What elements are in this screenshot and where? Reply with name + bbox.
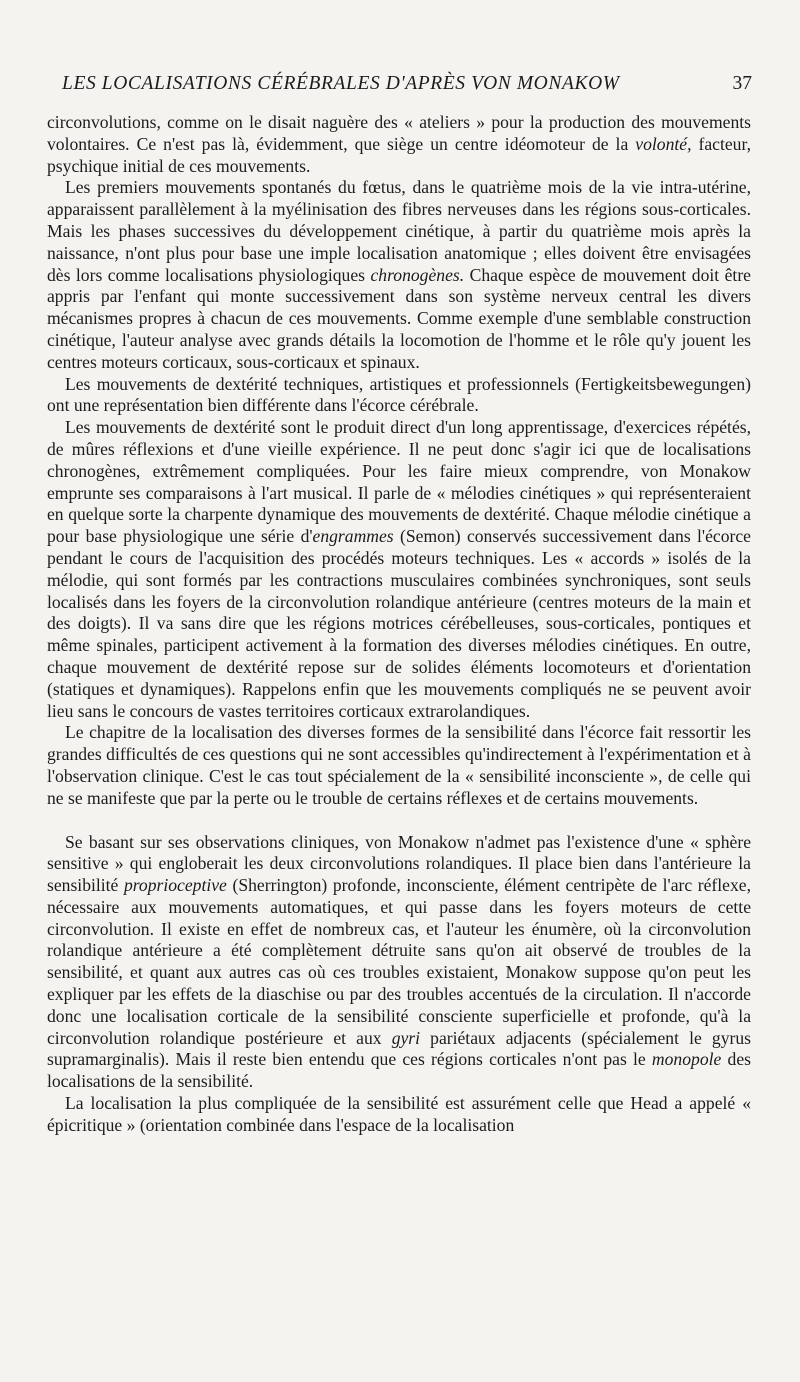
- text-run: Les mouvements de dextérité sont le produit direct d'un long apprentissage, d'exercices répétés, de mûres réflexions et d'une vieille expérience. Il ne peut donc s'agir ici que de localisations chronogènes, extrêmement compliquées. Pour les faire mieux comprendre, von Monakow emprunte ses comparaisons à l'art musical. Il parle de « mélodies cinétiques » qui représenteraient en quelque sorte la charpente dynamique des mouvements de dextérité. Chaque mélodie cinétique a pour base physiologique une série d': [47, 417, 751, 547]
- text-run: (Sherrington) profonde, inconsciente, élément centripète de l'arc réflexe, nécessaire aux mouvements automatiques, et qui passe dans les foyers moteurs de cette circonvolution. Il existe en effet de nombreux cas, et l'auteur les énumère, où la circonvolution rolandique antérieure a été complètement détruite sans qu'on ait observé de troubles de la sensibilité, et quant aux autres cas où ces troubles existaient, Monakow suppose qu'on peut les expliquer par les effets de la diaschise ou par des troubles accentués de la circulation. Il n'accorde donc une localisation corticale de la sensibilité consciente superficielle et profonde, qu'à la circonvolution rolandique postérieure et aux: [47, 875, 751, 1048]
- text-run: Les mouvements de dextérité techniques, artistiques et professionnels (Fertigkeitsbewegungen) ont une représentation bien différente dans l'écorce cérébrale.: [47, 373, 751, 416]
- italic-term: chronogènes.: [370, 264, 465, 285]
- paragraph-1: [47, 112, 751, 177]
- paragraph-3: [47, 374, 751, 418]
- italic-term: proprioceptive: [123, 875, 227, 896]
- italic-term: gyri: [391, 1027, 421, 1048]
- text-run: Se basant sur ses observations cliniques, von Monakow n'admet pas l'existence d'une « sphère sensitive » qui engloberait les deux circonvolutions rolandiques. Il place bien dans l'antérieure la sensibilité: [47, 831, 751, 896]
- text-run: La localisation la plus compliquée de la sensibilité est assurément celle que Head a appelé « épicritique » (orientation combinée dans l'espace de la localisation: [47, 1093, 751, 1135]
- italic-term: volonté,: [635, 133, 692, 154]
- text-run: Chaque espèce de mouvement doit être appris par l'enfant qui monte successivement dans son système nerveux central les divers mécanismes propres à chacun de ces mouvements. Comme exemple d'une semblable construction cinétique, l'auteur analyse avec grands détails la locomotion de l'homme et le rôle qu'y jouent les centres moteurs corticaux, sous-corticaux et spinaux.: [47, 264, 751, 372]
- text-run: pariétaux adjacents (spécialement le gyrus supramarginalis). Mais il reste bien entendu que ces régions corticales n'ont pas le: [47, 1027, 751, 1070]
- text-run: Le chapitre de la localisation des diverses formes de la sensibilité dans l'écorce fait ressortir les grandes difficultés de ces questions qui ne sont accessibles qu'indirectement à l'expérimentation et à l'observation clinique. C'est le cas tout spécialement de la « sensibilité inconsciente », de celle qui ne se manifeste que par la perte ou le trouble de certains réflexes et de certains mouvements.: [47, 722, 751, 808]
- page-number: 37: [732, 73, 752, 94]
- text-run: (Semon) conservés successivement dans l'écorce pendant le cours de l'acquisition des procédés moteurs techniques. Les « accords » isolés de la mélodie, qui sont formés par les contractions musculaires combinées synchroniques, sont seuls localisés dans les foyers de la circonvolution rolandique antérieure (centres moteurs de la main et des doigts). Il va sans dire que les régions motrices cérébelleuses, sous-corticales, pontiques et même spinales, participent activement à la formation des diverses mélodies cinétiques. En outre, chaque mouvement de dextérité repose sur de solides éléments locomoteurs et d'orientation (statiques et dynamiques). Rappelons enfin que les mouvements compliqués ne se peuvent avoir lieu sans le concours de vastes territoires corticaux extrarolandiques.: [47, 526, 751, 721]
- text-run: facteur, psychique initial de ces mouvements.: [47, 133, 752, 176]
- running-head: [62, 73, 752, 97]
- italic-term: engrammes: [312, 526, 394, 547]
- paragraph-7: [47, 1093, 751, 1137]
- paragraph-4: [47, 417, 751, 722]
- paragraph-2: [47, 177, 751, 373]
- text-run: des localisations de la sensibilité.: [47, 1049, 751, 1092]
- text-run: circonvolutions, comme on le disait naguère des « ateliers » pour la production des mouvements volontaires. Ce n'est pas là, évidemment, que siège un centre idéomoteur de la: [47, 112, 751, 154]
- paragraph-6: [47, 832, 751, 1094]
- text-run: Les premiers mouvements spontanés du fœtus, dans le quatrième mois de la vie intra-utérine, apparaissent parallèlement à la myélinisation des fibres nerveuses dans les régions sous-corticales. Mais les phases successives du développement cinétique, à partir du quatrième mois après la naissance, n'ont plus pour base une imple localisation anatomique ; elles doivent être envisagées dès lors comme localisations physiologiques: [47, 177, 751, 285]
- running-title: LES LOCALISATIONS CÉRÉBRALES D'APRÈS VON MONAKOW: [62, 73, 620, 94]
- body-text: [47, 112, 751, 1137]
- paragraph-5: [47, 722, 751, 809]
- italic-term: monopole: [651, 1049, 722, 1070]
